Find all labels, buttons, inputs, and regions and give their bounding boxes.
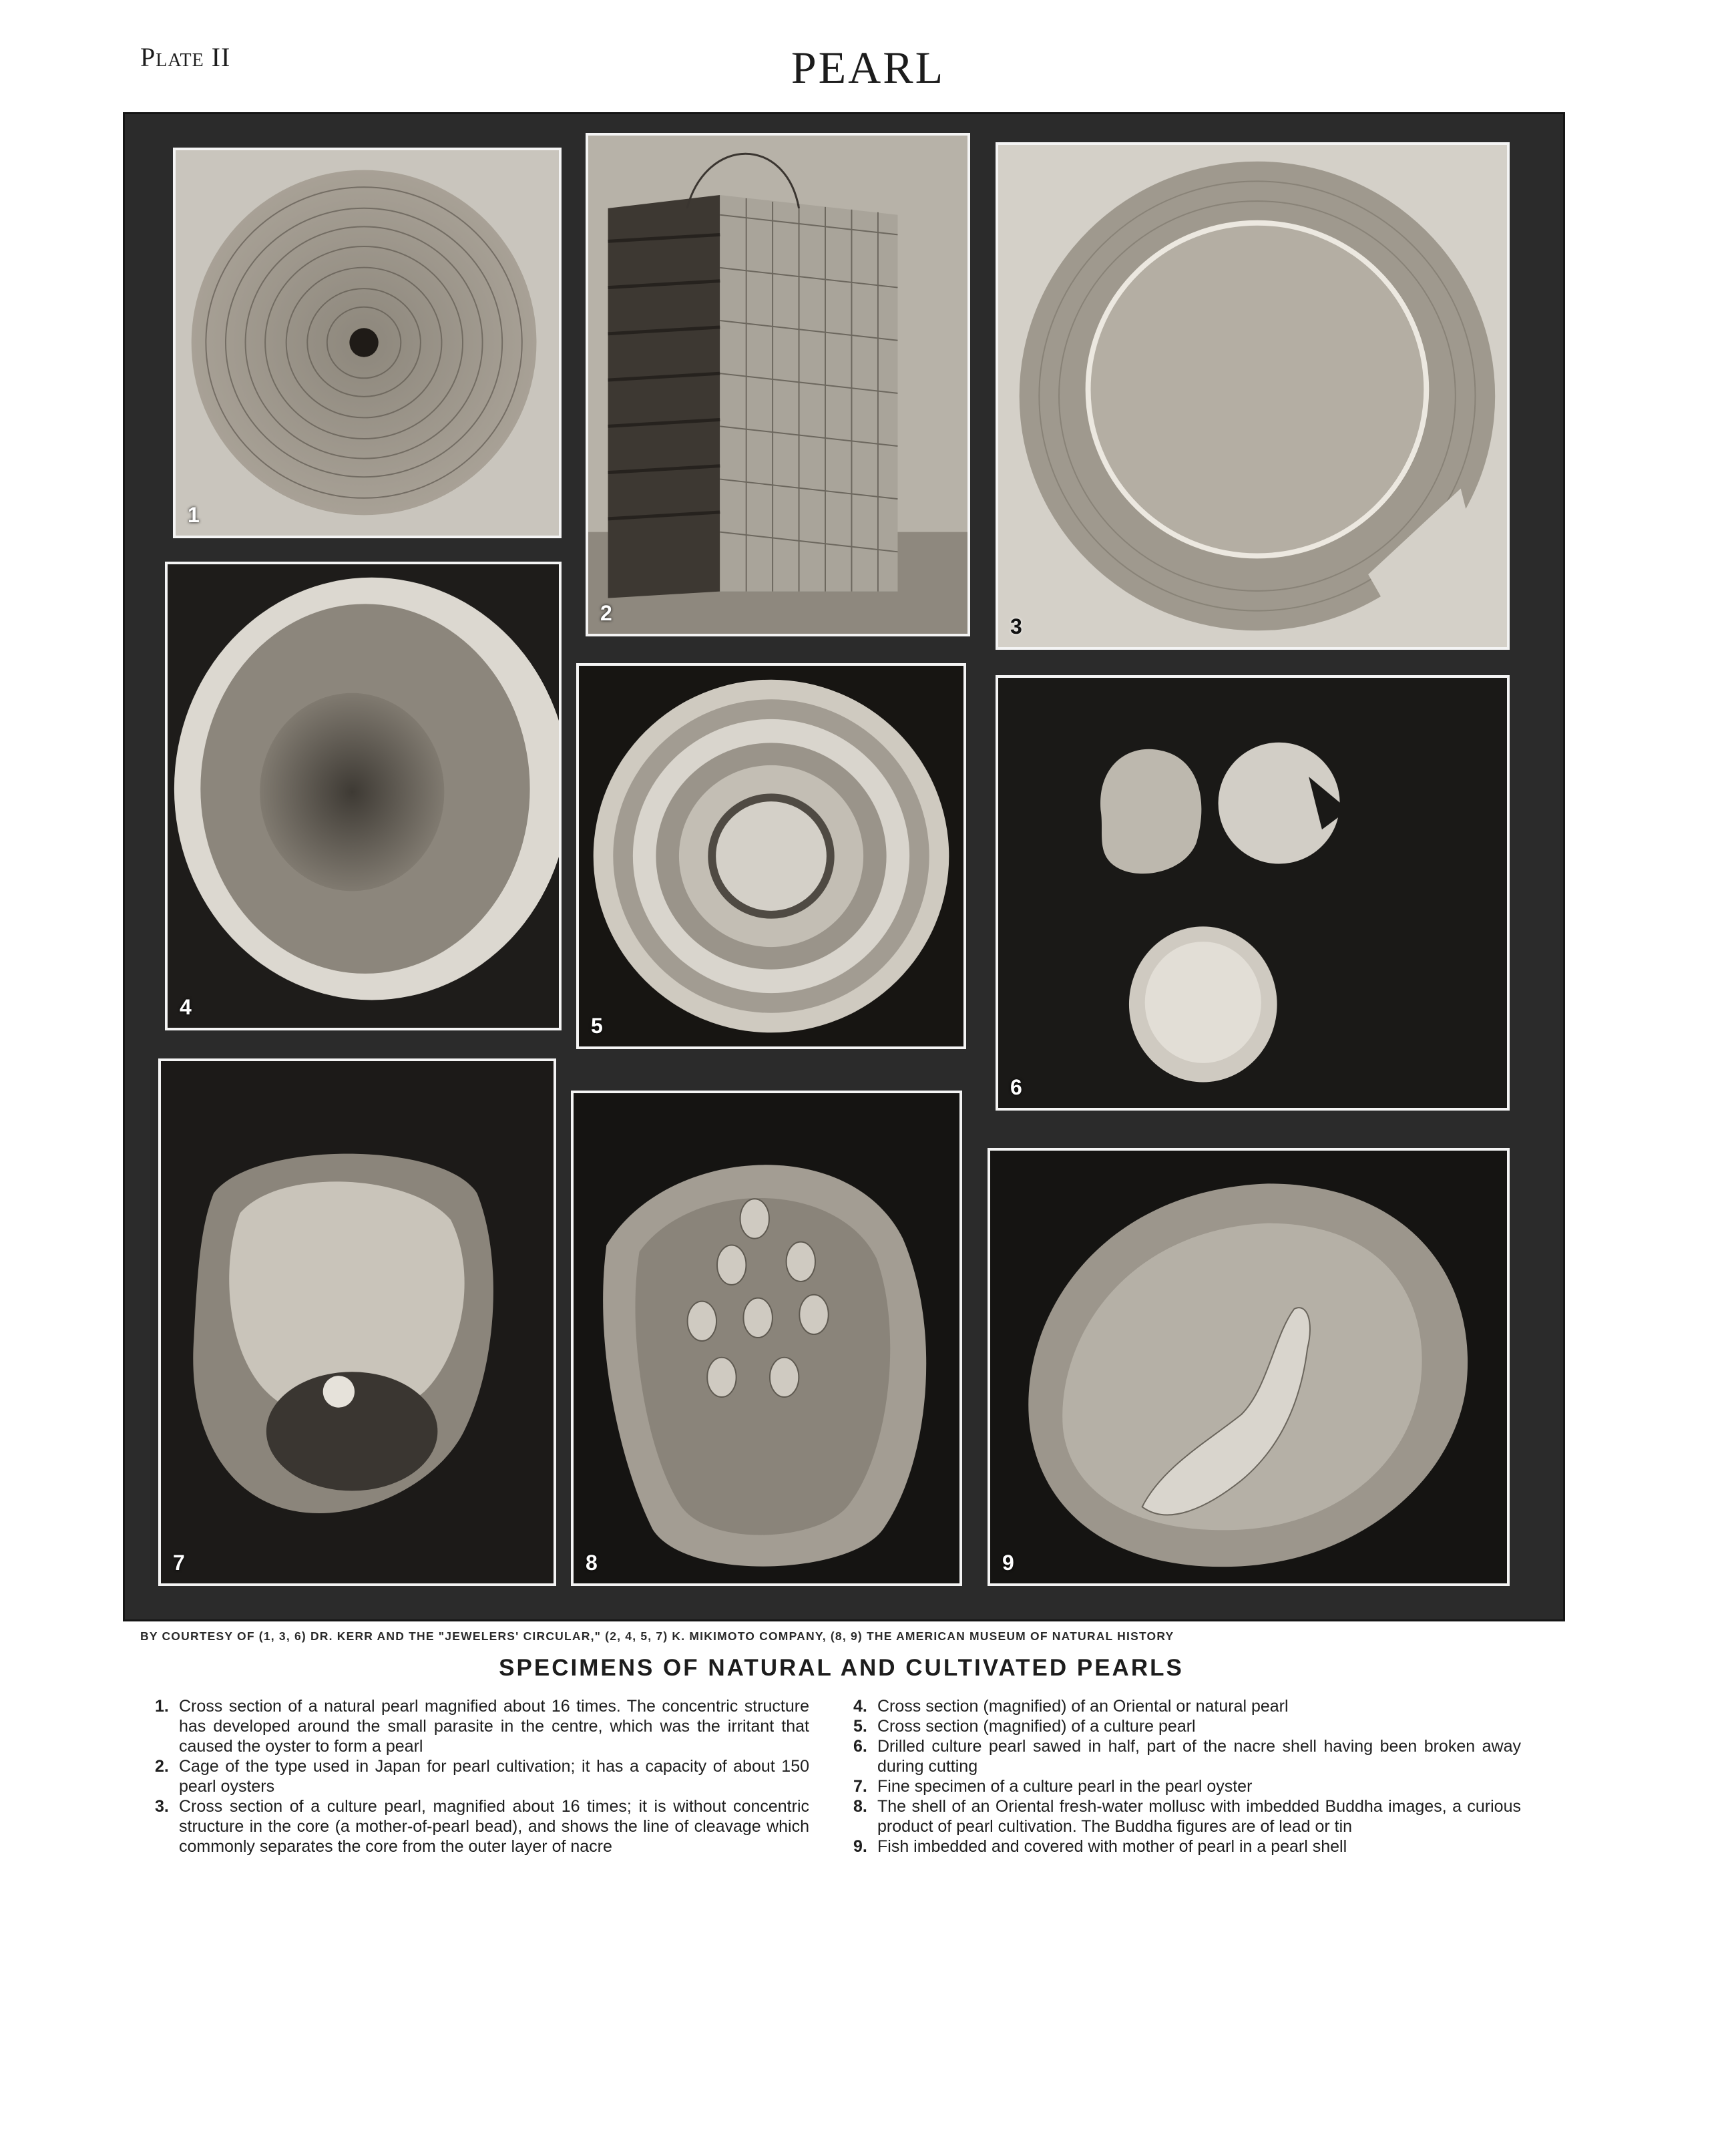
page-title: PEARL [791,42,945,93]
caption-column-left [155,1696,809,1857]
caption-number: 3. [155,1797,169,1816]
photo-credit: BY COURTESY OF (1, 3, 6) DR. KERR AND THE "JEWELERS' CIRCULAR," (2, 4, 5, 7) K. MIKIMOTO COMPANY, (8, 9) THE AMERICAN MUSEUM OF NATURAL HISTORY [140,1629,1174,1643]
photo-1-natural-pearl-cross-section [173,148,562,538]
caption-text: Cross section (magnified) of a culture pearl [877,1717,1196,1736]
caption-number: 4. [853,1697,867,1716]
caption-item-2 [155,1756,809,1796]
photo-number-4: 4 [180,995,192,1019]
caption-text: Cross section of a culture pearl, magnified about 16 times; it is without concentric structure in the core (a mother-of-pearl bead), and shows the line of cleavage which commonly separates the core from the outer layer of nacre [179,1797,809,1856]
photo-number-3: 3 [1010,614,1022,638]
caption-title: SPECIMENS OF NATURAL AND CULTIVATED PEARLS [499,1655,1184,1681]
photo-number-7: 7 [173,1551,185,1575]
caption-item-5 [853,1716,1521,1736]
photo-number-2: 2 [600,601,612,625]
caption-column-right [853,1696,1521,1857]
photo-8-buddha-images-shell [571,1091,962,1586]
caption-item-1 [155,1696,809,1756]
photo-number-6: 6 [1010,1075,1022,1099]
photo-number-5: 5 [591,1014,603,1038]
caption-item-3 [155,1796,809,1857]
caption-item-9 [853,1836,1521,1857]
caption-number: 8. [853,1797,867,1816]
caption-item-8 [853,1796,1521,1836]
photo-9-fish-in-pearl-shell [988,1148,1510,1586]
photo-number-9: 9 [1002,1551,1014,1575]
caption-number: 2. [155,1757,169,1776]
photo-number-1: 1 [188,503,200,527]
caption-number: 9. [853,1837,867,1856]
photo-plate [123,112,1565,1621]
photo-6-drilled-culture-pearl [996,675,1510,1111]
caption-text: The shell of an Oriental fresh-water mollusc with imbedded Buddha images, a curious product of pearl cultivation. The Buddha figures are of lead or tin [877,1797,1521,1836]
caption-text: Cage of the type used in Japan for pearl cultivation; it has a capacity of about 150 pearl oysters [179,1757,809,1796]
caption-item-6 [853,1736,1521,1776]
caption-number: 5. [853,1717,867,1736]
caption-text: Fish imbedded and covered with mother of pearl in a pearl shell [877,1837,1347,1856]
plate-label: Plate II [140,42,231,72]
caption-number: 6. [853,1737,867,1756]
photo-4-oriental-pearl-cross-section [165,562,562,1030]
caption-text: Drilled culture pearl sawed in half, part of the nacre shell having been broken away during cutting [877,1737,1521,1776]
caption-number: 7. [853,1777,867,1796]
photo-3-culture-pearl-cross-section [996,142,1510,650]
caption-text: Cross section of a natural pearl magnified about 16 times. The concentric structure has developed around the small parasite in the centre, which was the irritant that caused the oyster to form a pearl [179,1697,809,1756]
photo-number-8: 8 [586,1551,598,1575]
caption-text: Fine specimen of a culture pearl in the pearl oyster [877,1777,1253,1796]
caption-item-4 [853,1696,1521,1716]
photo-5-culture-pearl-cross-section [576,663,966,1049]
caption-number: 1. [155,1697,169,1716]
photo-7-culture-pearl-in-oyster [158,1058,556,1586]
photo-2-pearl-cage [586,133,970,636]
caption-text: Cross section (magnified) of an Oriental or natural pearl [877,1697,1289,1716]
caption-item-7 [853,1776,1521,1796]
